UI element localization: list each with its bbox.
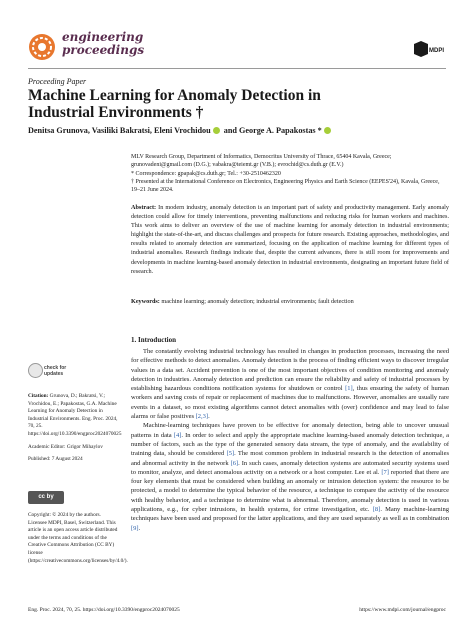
footer-citation[interactable]: Eng. Proc. 2024, 70, 25. https://doi.org/10.3390/engproc2024070025	[28, 607, 180, 613]
presented-note: † Presented at the International Conference on Electronics, Engineering Physics and Earth Science (EEPES'24), Kavala, Greece, 19–21 June 2024.	[131, 178, 440, 194]
affiliation: MLV Research Group, Department of Informatics, Democritus University of Thrace, 65404 Kavala, Greece; grunovadeni@gmail.com (D.G.); vabakra@teiemt.gr (V.B.); evrochid@cs.duth.gr (E.V.)	[131, 154, 392, 169]
footer-journal-url[interactable]: https://www.mdpi.com/journal/engproc	[359, 607, 446, 613]
author-list	[28, 126, 333, 135]
check-updates-icon	[28, 363, 43, 378]
citation-link[interactable]: [7]	[381, 468, 389, 476]
abstract-text: In modern industry, anomaly detection is an important part of safety and productivity management. Early anomaly detection could allow for timely interventions, preventing malfunctions and reducing risks for human workers and machines. This work aims to deliver an overview of the use of machine learning for anomaly detection in industrial environments; highlight the state-of-the-art, and discuss challenges and prospects for future research. Existing approaches, methodologies, and results related to anomaly detection are summarized, focusing on the application of machine learning for different types of industrial anomalies. Research findings indicate that, despite the current advances, there is still room for improvements and developments in machine learning-based anomaly detection in industrial environments, designating an important future field of research.	[131, 204, 449, 275]
license-text: Copyright: © 2024 by the authors. Licensee MDPI, Basel, Switzerland. This article is an open access article distributed under the terms and conditions of the Creative Commons Attribution (CC BY) license (https://creativecommons.org/licenses/by/4.0/).	[28, 512, 128, 564]
keywords	[131, 297, 449, 306]
keywords-text: machine learning; anomaly detection; industrial environments; fault detection	[161, 298, 354, 305]
journal-name-line2: proceedings	[62, 43, 145, 57]
paper-title: Machine Learning for Anomaly Detection in Industrial Environments †	[28, 87, 321, 121]
introduction-body	[131, 347, 449, 533]
authors-first: Denitsa Grunova, Vasiliki Bakratsi, Eleni Vrochidou	[28, 126, 211, 135]
academic-editor: Academic Editor: Grigor Mihaylov	[28, 443, 103, 450]
keywords-label: Keywords:	[131, 298, 160, 305]
citation-link[interactable]: [4]	[173, 431, 182, 439]
paper-type: Proceeding Paper	[28, 77, 87, 86]
paragraph: The constantly evolving industrial technology has resulted in changes in production processes, increasing the need for effective methods to detect anomalies. Anomaly detection is the process of finding efficient ways to discover irregular values in a data set. Accident prevention is one of the most important objectives of condition monitoring and anomaly detection in industries. Anomaly detection and prediction can ensure the reliability and safety of industrial processes by establishing hazardous conditions notification systems for shutdown or control [1], thus ensuring the safety of human workers and saving costs of repair or replacement of machines due to malfunctions. However, anomalies are usually rare events in a dataset, so most existing algorithms cannot detect anomalies with (over) confidence and may lead to false alarms or false positives [2,3].	[131, 348, 449, 421]
article-info	[28, 393, 120, 469]
published-date: Published: 7 August 2024	[28, 456, 83, 463]
citation-link[interactable]: [5]	[226, 450, 235, 458]
check-for-updates-button[interactable]	[28, 363, 72, 385]
orcid-icon[interactable]	[213, 127, 220, 134]
citation-link[interactable]: [8]	[372, 506, 381, 514]
section-heading: 1. Introduction	[131, 336, 176, 344]
journal-name-line1: engineering	[62, 30, 144, 44]
authors-last: and George A. Papakostas *	[223, 126, 322, 135]
publisher-name: MDPI	[429, 48, 444, 54]
citation-link[interactable]: [6]	[230, 459, 239, 467]
check-updates-label: check for updates	[44, 365, 67, 377]
correspondence: * Correspondence: gpapak@cs.duth.gr; Tel.: +30-2510462320	[131, 170, 281, 177]
paragraph: Machine-learning techniques have proven to be effective for anomaly detection, being able to uncover unusual patterns in data [4]. In order to select and apply the appropriate machine learning-based anomaly detection technique, a number of factors, such as the type of the generated sensory data stream, the type of anomaly, and the availability of training data, should be considered [5]. The most common problem in industrial research is the detection of anomalies and abnormal activity in the network [6]. In such cases, anomaly detection systems are automated security systems used to monitor, analyze, and detect anomalous activity on a network or a host computer. Lee et al. [7] reported that there are four key elements that must be considered when building an anomaly or intrusion detection system: the resource to be protected, a model to determine the typical behavior of the resource, a technique to compare the activity of the resource with healthy behavior, and a technique to determine what is abnormal. Therefore, anomaly detection is used in various applications, e.g., for cyber intrusions, in health systems, for crime investigation, etc. [8]. Many machine-learning techniques have been used and proposed for the latter applications, and they are used separately as well as in combination [9].	[131, 422, 450, 532]
journal-name	[62, 31, 144, 57]
affiliations	[131, 153, 449, 194]
citation-info: Citation: Grunova, D.; Bakratsi, V.; Vrochidou, E.; Papakostas, G.A. Machine Learning for Anomaly Detection in Industrial Environments. Eng. Proc. 2024, 70, 25. https://doi.org/10.3390/engproc2024070025	[28, 393, 122, 437]
journal-logo-icon	[28, 33, 56, 61]
mdpi-logo-icon	[412, 41, 444, 57]
citation-link[interactable]: [9]	[131, 524, 139, 532]
abstract	[131, 203, 449, 276]
cc-license-icon[interactable]: cc by	[28, 491, 64, 504]
header-divider	[28, 68, 446, 69]
orcid-icon[interactable]	[324, 127, 331, 134]
citation-link[interactable]: [2,3]	[195, 413, 209, 421]
abstract-label: Abstract:	[131, 204, 157, 211]
citation-link[interactable]: [1]	[345, 385, 353, 393]
